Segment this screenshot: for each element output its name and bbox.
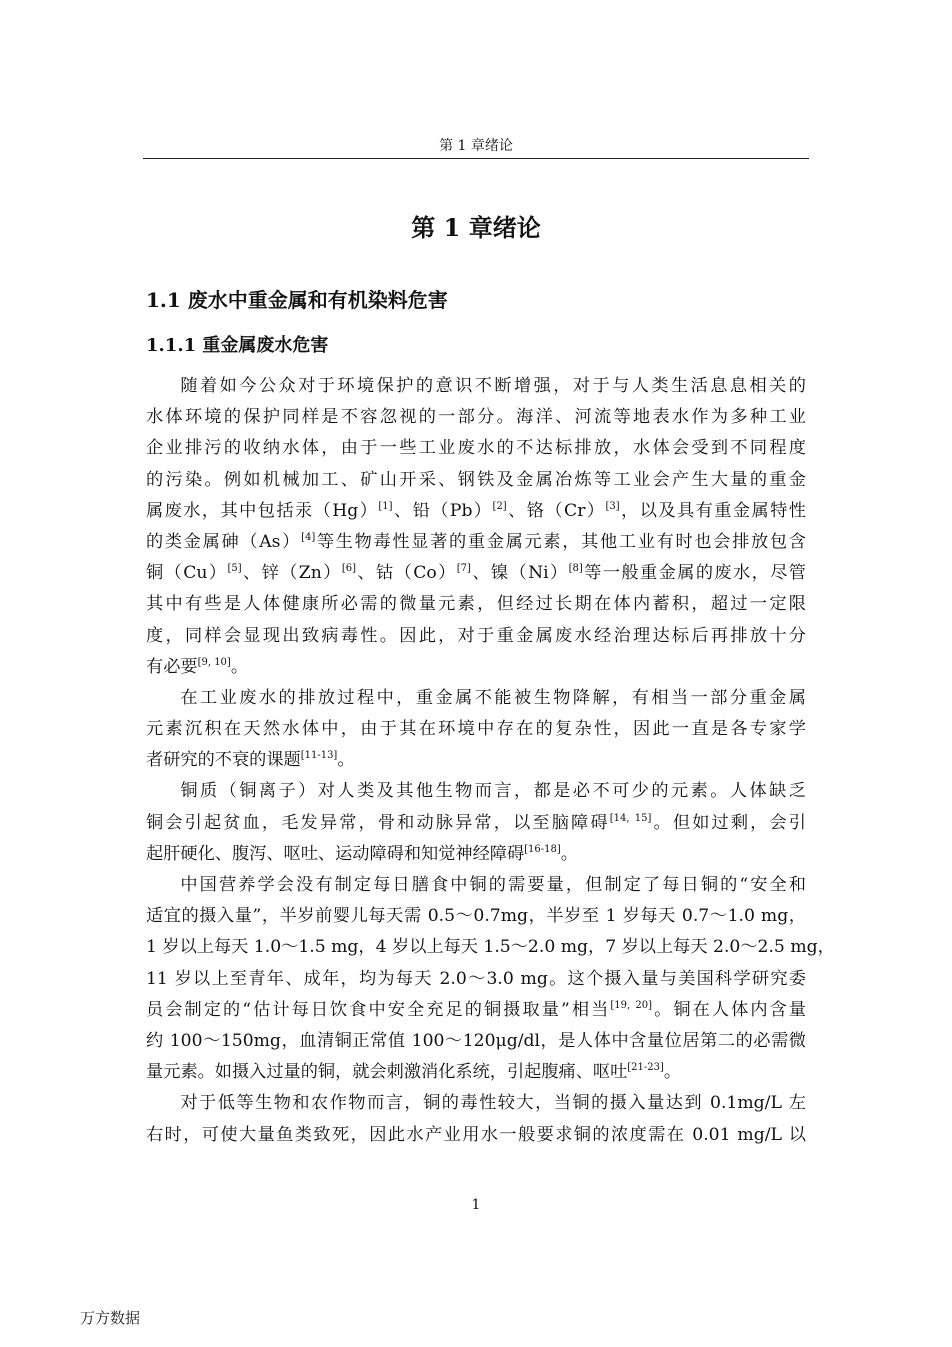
text-segment: 铜（Cu） xyxy=(146,563,228,584)
text-segment: 中国营养学会没有制定每日膳食中铜的需要量，但制定了每日铜的“安全和 xyxy=(180,875,806,895)
text-line xyxy=(146,465,806,496)
text-segment: 员会制定的“估计每日饮食中安全充足的铜摄取量”相当 xyxy=(146,999,611,1020)
text-segment: 适宜的摄入量”，半岁前婴儿每天需 0.5～0.7mg，半岁至 1 岁每天 0.7～1.0 mg， xyxy=(146,906,806,927)
text-line xyxy=(146,589,806,620)
text-segment: 铜会引起贫血，毛发异常，骨和动脉异常，以至脑障碍 xyxy=(146,812,610,833)
text-line xyxy=(146,1057,806,1088)
watermark: 万方数据 xyxy=(80,1309,141,1327)
text-segment: 11 岁以上至青年、成年，均为每天 2.0～3.0 mg。这个摄入量与美国科学研究委 xyxy=(146,968,806,989)
text-line xyxy=(146,745,806,776)
text-segment: 。 xyxy=(663,1062,682,1083)
paragraph xyxy=(146,1088,806,1150)
running-header: 第 1 章绪论 xyxy=(439,138,513,154)
text-line xyxy=(146,621,806,652)
text-segment: 、铅（Pb） xyxy=(392,500,493,521)
text-segment: 起肝硬化、腹泻、呕吐、运动障碍和知觉神经障碍 xyxy=(146,843,525,864)
citation-ref: [19, 20] xyxy=(610,999,653,1011)
citation-ref: [16-18] xyxy=(524,843,561,855)
text-segment: 。 xyxy=(337,750,355,771)
text-segment: 1 岁以上每天 1.0～1.5 mg，4 岁以上每天 1.5～2.0 mg，7 岁以上每天 2.0～2.5 mg， xyxy=(146,937,835,958)
text-segment: 水体环境的保护同样是不容忽视的一部分。海洋、河流等地表水作为多种工业 xyxy=(146,407,806,428)
citation-ref: [14, 15] xyxy=(609,812,652,824)
paragraph xyxy=(146,371,806,683)
text-segment: 。 xyxy=(230,656,249,677)
text-line xyxy=(146,371,806,402)
text-segment: 等一般重金属的废水，尽管 xyxy=(582,563,806,584)
text-line xyxy=(146,683,806,714)
citation-ref: [4] xyxy=(301,531,316,543)
body-text xyxy=(146,371,835,1151)
text-segment: 、铬（Cr） xyxy=(506,500,606,521)
text-line xyxy=(146,433,806,464)
text-segment: 等生物毒性显著的重金属元素，其他工业有时也会排放包含 xyxy=(315,531,806,552)
citation-ref: [7] xyxy=(456,563,471,575)
page-number: 1 xyxy=(471,1197,481,1213)
citation-ref: [11-13] xyxy=(300,750,338,762)
citation-ref: [9, 10] xyxy=(197,656,231,668)
text-segment: 者研究的不衰的课题 xyxy=(146,750,301,771)
paragraph xyxy=(146,870,835,1088)
citation-ref: [21-23] xyxy=(627,1062,664,1074)
text-segment: 右时，可使大量鱼类致死，因此水产业用水一般要求铜的浓度需在 0.01 mg/L 以 xyxy=(146,1124,806,1145)
text-line xyxy=(146,964,806,995)
text-segment: 。铜在人体内含量 xyxy=(652,999,806,1020)
text-segment: 、锌（Zn） xyxy=(241,563,342,584)
header-rule xyxy=(143,158,809,159)
citation-ref: [2] xyxy=(492,500,507,512)
text-segment: ，以及具有重金属特性 xyxy=(619,500,806,521)
text-segment: 、镍（Ni） xyxy=(470,563,569,584)
text-segment: 的污染。例如机械加工、矿山开采、钢铁及金属冶炼等工业会产生大量的重金 xyxy=(146,469,806,490)
text-segment: 随着如今公众对于环境保护的意识不断增强，对于与人类生活息息相关的 xyxy=(180,376,806,396)
paragraph xyxy=(146,683,806,777)
text-segment: 。但如过剩，会引 xyxy=(651,812,806,833)
text-line xyxy=(146,776,806,807)
text-line xyxy=(146,995,806,1026)
text-line xyxy=(146,839,806,870)
text-segment: 约 100～150mg，血清铜正常值 100～120μg/dl，是人体中含量位居第二的必需微 xyxy=(146,1030,806,1051)
text-line xyxy=(146,496,806,527)
text-line xyxy=(146,1026,806,1057)
citation-ref: [5] xyxy=(227,563,242,575)
text-segment: 企业排污的收纳水体，由于一些工业废水的不达标排放，水体会受到不同程度 xyxy=(146,438,806,459)
text-line xyxy=(146,652,806,683)
subsection-heading-1-1-1: 1.1.1 重金属废水危害 xyxy=(146,335,329,356)
text-segment: 量元素。如摄入过量的铜，就会刺激消化系统，引起腹痛、呕吐 xyxy=(146,1062,628,1083)
text-line xyxy=(146,901,806,932)
text-segment: 对于低等生物和农作物而言，铜的毒性较大，当铜的摄入量达到 0.1mg/L 左 xyxy=(180,1093,806,1114)
text-segment: 属废水，其中包括汞（Hg） xyxy=(146,500,379,521)
chapter-title: 第 1 章绪论 xyxy=(411,213,541,242)
citation-ref: [8] xyxy=(568,563,583,575)
text-segment: 的类金属砷（As） xyxy=(146,531,302,552)
text-line xyxy=(146,932,835,963)
text-segment: 铜质（铜离子）对人类及其他生物而言，都是必不可少的元素。人体缺乏 xyxy=(180,781,806,802)
text-line xyxy=(146,714,806,745)
text-line xyxy=(146,808,806,839)
text-line xyxy=(146,870,806,901)
text-line xyxy=(146,527,806,558)
text-segment: 、钴（Co） xyxy=(356,563,457,584)
text-line xyxy=(146,558,806,589)
text-line xyxy=(146,1088,806,1119)
text-line xyxy=(146,1120,806,1151)
text-segment: 度，同样会显现出致病毒性。因此，对于重金属废水经治理达标后再排放十分 xyxy=(146,625,806,646)
citation-ref: [3] xyxy=(605,500,620,512)
text-segment: 有必要 xyxy=(146,656,198,677)
text-line xyxy=(146,402,806,433)
citation-ref: [1] xyxy=(378,500,393,512)
text-segment: 其中有些是人体健康所必需的微量元素，但经过长期在体内蓄积，超过一定限 xyxy=(146,594,806,615)
citation-ref: [6] xyxy=(341,563,357,575)
section-heading-1-1: 1.1 废水中重金属和有机染料危害 xyxy=(146,288,448,312)
text-segment: 在工业废水的排放过程中，重金属不能被生物降解，有相当一部分重金属 xyxy=(180,687,806,708)
text-segment: 元素沉积在天然水体中，由于其在环境中存在的复杂性，因此一直是各专家学 xyxy=(146,719,806,740)
text-segment: 。 xyxy=(560,843,578,864)
paragraph xyxy=(146,776,806,870)
